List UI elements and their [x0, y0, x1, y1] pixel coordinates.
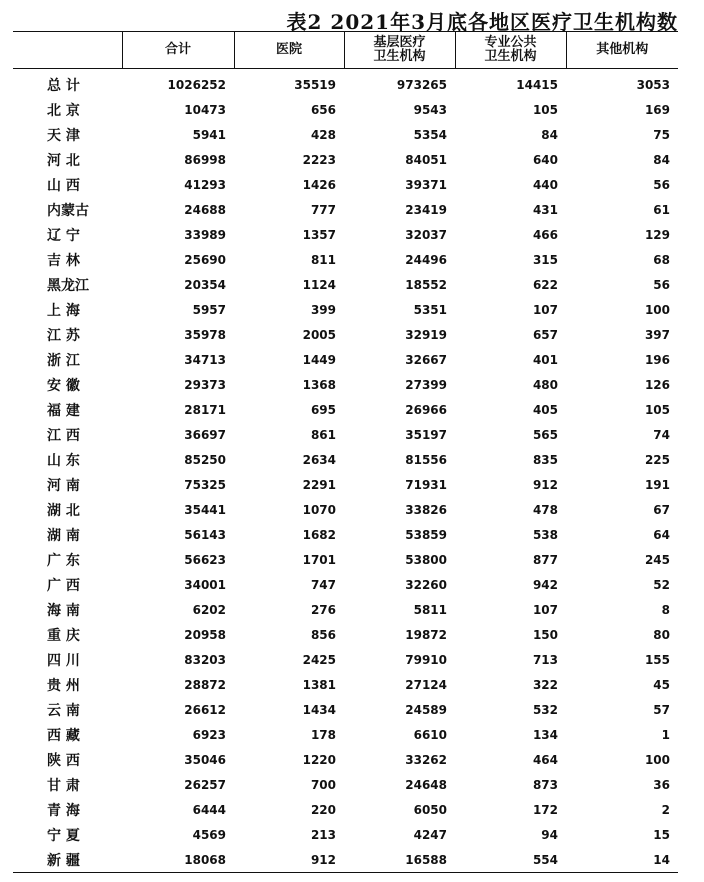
primary-care-cell: 84051: [405, 152, 447, 167]
region-cell: 江 苏: [47, 327, 80, 344]
public-health-cell: 622: [532, 277, 558, 292]
region-cell: 黑龙江: [47, 277, 89, 294]
public-health-cell: 107: [532, 602, 558, 617]
public-health-cell: 105: [532, 102, 558, 117]
region-cell: 福 建: [47, 402, 80, 419]
region-cell: 山 东: [47, 452, 80, 469]
public-health-cell: 84: [541, 127, 558, 142]
table-title: 表2 2021年3月底各地区医疗卫生机构数: [286, 10, 678, 34]
hospital-cell: 1070: [302, 502, 336, 517]
total-cell: 26612: [184, 702, 226, 717]
primary-care-cell: 53859: [405, 527, 447, 542]
total-cell: 28171: [184, 402, 226, 417]
table-row: [13, 847, 678, 873]
region-cell: 广 西: [47, 577, 80, 594]
total-cell: 33989: [184, 227, 226, 242]
hospital-cell: 1449: [302, 352, 336, 367]
other-cell: 3053: [636, 77, 670, 92]
primary-care-cell: 24589: [405, 702, 447, 717]
total-cell: 41293: [184, 177, 226, 192]
table-row: [13, 322, 678, 347]
region-cell: 广 东: [47, 552, 80, 569]
public-health-cell: 322: [532, 677, 558, 692]
public-health-cell: 657: [532, 327, 558, 342]
total-cell: 26257: [184, 777, 226, 792]
hospital-cell: 747: [310, 577, 336, 592]
hospital-cell: 811: [310, 252, 336, 267]
total-cell: 5957: [192, 302, 226, 317]
total-cell: 6202: [192, 602, 226, 617]
total-cell: 6444: [192, 802, 226, 817]
public-health-cell: 713: [532, 652, 558, 667]
public-health-cell: 565: [532, 427, 558, 442]
region-cell: 青 海: [47, 802, 80, 819]
total-cell: 85250: [184, 452, 226, 467]
table-row: [13, 397, 678, 422]
public-health-cell: 942: [532, 577, 558, 592]
other-cell: 1: [661, 727, 670, 742]
other-cell: 196: [644, 352, 670, 367]
column-header-public-health: 专业公共 卫生机构: [455, 32, 566, 69]
hospital-cell: 700: [310, 777, 336, 792]
public-health-cell: 440: [532, 177, 558, 192]
primary-care-cell: 27399: [405, 377, 447, 392]
primary-care-cell: 18552: [405, 277, 447, 292]
total-cell: 5941: [192, 127, 226, 142]
region-cell: 新 疆: [13, 847, 122, 873]
table-row: [13, 697, 678, 722]
hospital-cell: 2223: [302, 152, 336, 167]
data-table: [13, 31, 678, 873]
primary-care-cell: 33826: [405, 502, 447, 517]
public-health-cell: 14415: [516, 77, 558, 92]
total-cell: 20354: [184, 277, 226, 292]
data-table-container: [13, 31, 678, 873]
hospital-cell: 777: [310, 202, 336, 217]
region-cell: 上 海: [47, 302, 80, 319]
hospital-cell: 220: [310, 802, 336, 817]
hospital-cell: 856: [310, 627, 336, 642]
table-row: [13, 147, 678, 172]
table-row: [13, 272, 678, 297]
region-cell: 吉 林: [47, 252, 80, 269]
primary-care-cell: 33262: [405, 752, 447, 767]
hospital-cell: 1357: [302, 227, 336, 242]
region-cell: 湖 南: [47, 527, 80, 544]
total-cell: 1026252: [167, 77, 226, 92]
public-health-cell: 431: [532, 202, 558, 217]
column-header-hospital: 医院: [234, 32, 344, 69]
public-health-cell: 150: [532, 627, 558, 642]
public-health-cell: 466: [532, 227, 558, 242]
public-health-cell: 478: [532, 502, 558, 517]
other-cell: 15: [653, 827, 670, 842]
total-cell: 35441: [184, 502, 226, 517]
region-cell: 总 计: [47, 77, 80, 94]
hospital-cell: 912: [234, 847, 344, 873]
table-row: [13, 447, 678, 472]
primary-care-cell: 26966: [405, 402, 447, 417]
primary-care-cell: 9543: [413, 102, 447, 117]
primary-care-cell: 32919: [405, 327, 447, 342]
total-cell: 6923: [192, 727, 226, 742]
public-health-cell: 134: [532, 727, 558, 742]
region-cell: 内蒙古: [47, 202, 89, 219]
table-row: [13, 197, 678, 222]
region-cell: 西 藏: [47, 727, 80, 744]
primary-care-cell: 39371: [405, 177, 447, 192]
primary-care-cell: 32260: [405, 577, 447, 592]
total-cell: 20958: [184, 627, 226, 642]
hospital-cell: 2291: [302, 477, 336, 492]
other-cell: 56: [653, 277, 670, 292]
table-row: [13, 247, 678, 272]
region-cell: 天 津: [47, 127, 80, 144]
hospital-cell: 428: [310, 127, 336, 142]
other-cell: 36: [653, 777, 670, 792]
primary-care-cell: 32037: [405, 227, 447, 242]
hospital-cell: 1220: [302, 752, 336, 767]
other-cell: 45: [653, 677, 670, 692]
table-row: [13, 772, 678, 797]
primary-care-cell: 24496: [405, 252, 447, 267]
other-cell: 67: [653, 502, 670, 517]
region-cell: 甘 肃: [47, 777, 80, 794]
total-cell: 34713: [184, 352, 226, 367]
other-cell: 225: [644, 452, 670, 467]
hospital-cell: 1368: [302, 377, 336, 392]
hospital-cell: 1434: [302, 702, 336, 717]
table-row: [13, 522, 678, 547]
hospital-cell: 178: [310, 727, 336, 742]
total-cell: 10473: [184, 102, 226, 117]
table-row: [13, 597, 678, 622]
other-cell: 64: [653, 527, 670, 542]
table-row: [13, 822, 678, 847]
table-row: [13, 372, 678, 397]
hospital-cell: 1124: [302, 277, 336, 292]
total-cell: 35978: [184, 327, 226, 342]
other-cell: 100: [644, 302, 670, 317]
primary-care-cell: 973265: [396, 77, 447, 92]
total-cell: 18068: [122, 847, 234, 873]
hospital-cell: 2634: [302, 452, 336, 467]
public-health-cell: 107: [532, 302, 558, 317]
header-row: [13, 32, 678, 69]
region-cell: 北 京: [47, 102, 80, 119]
public-health-cell: 405: [532, 402, 558, 417]
total-cell: 34001: [184, 577, 226, 592]
total-cell: 35046: [184, 752, 226, 767]
public-health-cell: 554: [455, 847, 566, 873]
region-cell: 四 川: [47, 652, 80, 669]
public-health-cell: 94: [541, 827, 558, 842]
primary-care-cell: 5811: [413, 602, 447, 617]
table-body: [13, 69, 678, 873]
region-cell: 宁 夏: [47, 827, 80, 844]
total-cell: 24688: [184, 202, 226, 217]
other-cell: 191: [644, 477, 670, 492]
other-cell: 57: [653, 702, 670, 717]
primary-care-cell: 35197: [405, 427, 447, 442]
other-cell: 2: [661, 802, 670, 817]
other-cell: 169: [644, 102, 670, 117]
primary-care-cell: 32667: [405, 352, 447, 367]
column-header-other: 其他机构: [566, 32, 678, 69]
public-health-cell: 464: [532, 752, 558, 767]
total-cell: 28872: [184, 677, 226, 692]
hospital-cell: 35519: [294, 77, 336, 92]
table-row: [13, 347, 678, 372]
primary-care-cell: 6610: [413, 727, 447, 742]
region-cell: 贵 州: [47, 677, 80, 694]
total-cell: 83203: [184, 652, 226, 667]
other-cell: 397: [644, 327, 670, 342]
total-cell: 56623: [184, 552, 226, 567]
total-cell: 75325: [184, 477, 226, 492]
other-cell: 52: [653, 577, 670, 592]
hospital-cell: 276: [310, 602, 336, 617]
hospital-cell: 2425: [302, 652, 336, 667]
region-cell: 海 南: [47, 602, 80, 619]
total-cell: 86998: [184, 152, 226, 167]
hospital-cell: 861: [310, 427, 336, 442]
table-row: [13, 672, 678, 697]
other-cell: 74: [653, 427, 670, 442]
hospital-cell: 2005: [302, 327, 336, 342]
primary-care-cell: 5351: [413, 302, 447, 317]
hospital-cell: 1682: [302, 527, 336, 542]
table-row: [13, 722, 678, 747]
table-row: [13, 422, 678, 447]
column-header-region: [13, 32, 122, 69]
other-cell: 68: [653, 252, 670, 267]
total-cell: 56143: [184, 527, 226, 542]
table-row: [13, 797, 678, 822]
table-row: [13, 222, 678, 247]
region-cell: 云 南: [47, 702, 80, 719]
other-cell: 61: [653, 202, 670, 217]
primary-care-cell: 5354: [413, 127, 447, 142]
table-row: [13, 747, 678, 772]
other-cell: 14: [566, 847, 678, 873]
total-cell: 29373: [184, 377, 226, 392]
hospital-cell: 1381: [302, 677, 336, 692]
public-health-cell: 640: [532, 152, 558, 167]
other-cell: 8: [661, 602, 670, 617]
primary-care-cell: 81556: [405, 452, 447, 467]
table-row: [13, 297, 678, 322]
column-header-total: 合计: [122, 32, 234, 69]
primary-care-cell: 16588: [344, 847, 455, 873]
region-cell: 山 西: [47, 177, 80, 194]
table-row: [13, 647, 678, 672]
table-row: [13, 572, 678, 597]
table-row: [13, 497, 678, 522]
other-cell: 84: [653, 152, 670, 167]
region-cell: 河 北: [47, 152, 80, 169]
hospital-cell: 656: [310, 102, 336, 117]
primary-care-cell: 27124: [405, 677, 447, 692]
region-cell: 江 西: [47, 427, 80, 444]
region-cell: 河 南: [47, 477, 80, 494]
table-row: [13, 472, 678, 497]
hospital-cell: 1701: [302, 552, 336, 567]
total-cell: 25690: [184, 252, 226, 267]
primary-care-cell: 71931: [405, 477, 447, 492]
other-cell: 155: [644, 652, 670, 667]
other-cell: 126: [644, 377, 670, 392]
total-cell: 36697: [184, 427, 226, 442]
public-health-cell: 532: [532, 702, 558, 717]
public-health-cell: 835: [532, 452, 558, 467]
other-cell: 80: [653, 627, 670, 642]
public-health-cell: 538: [532, 527, 558, 542]
region-cell: 陕 西: [47, 752, 80, 769]
public-health-cell: 912: [532, 477, 558, 492]
public-health-cell: 172: [532, 802, 558, 817]
table-row: [13, 622, 678, 647]
primary-care-cell: 24648: [405, 777, 447, 792]
other-cell: 245: [644, 552, 670, 567]
other-cell: 105: [644, 402, 670, 417]
other-cell: 75: [653, 127, 670, 142]
table-row: [13, 122, 678, 147]
other-cell: 100: [644, 752, 670, 767]
hospital-cell: 399: [310, 302, 336, 317]
primary-care-cell: 6050: [413, 802, 447, 817]
primary-care-cell: 79910: [405, 652, 447, 667]
primary-care-cell: 23419: [405, 202, 447, 217]
public-health-cell: 877: [532, 552, 558, 567]
hospital-cell: 1426: [302, 177, 336, 192]
hospital-cell: 213: [310, 827, 336, 842]
public-health-cell: 480: [532, 377, 558, 392]
region-cell: 浙 江: [47, 352, 80, 369]
public-health-cell: 873: [532, 777, 558, 792]
region-cell: 安 徽: [47, 377, 80, 394]
region-cell: 辽 宁: [47, 227, 80, 244]
table-row: [13, 97, 678, 122]
primary-care-cell: 53800: [405, 552, 447, 567]
hospital-cell: 695: [310, 402, 336, 417]
table-row: [13, 547, 678, 572]
total-cell: 4569: [192, 827, 226, 842]
primary-care-cell: 4247: [413, 827, 447, 842]
other-cell: 56: [653, 177, 670, 192]
table-row: [13, 69, 678, 98]
other-cell: 129: [644, 227, 670, 242]
public-health-cell: 401: [532, 352, 558, 367]
column-header-primary-care: 基层医疗 卫生机构: [344, 32, 455, 69]
region-cell: 重 庆: [47, 627, 80, 644]
region-cell: 湖 北: [47, 502, 80, 519]
primary-care-cell: 19872: [405, 627, 447, 642]
public-health-cell: 315: [532, 252, 558, 267]
table-row: [13, 172, 678, 197]
